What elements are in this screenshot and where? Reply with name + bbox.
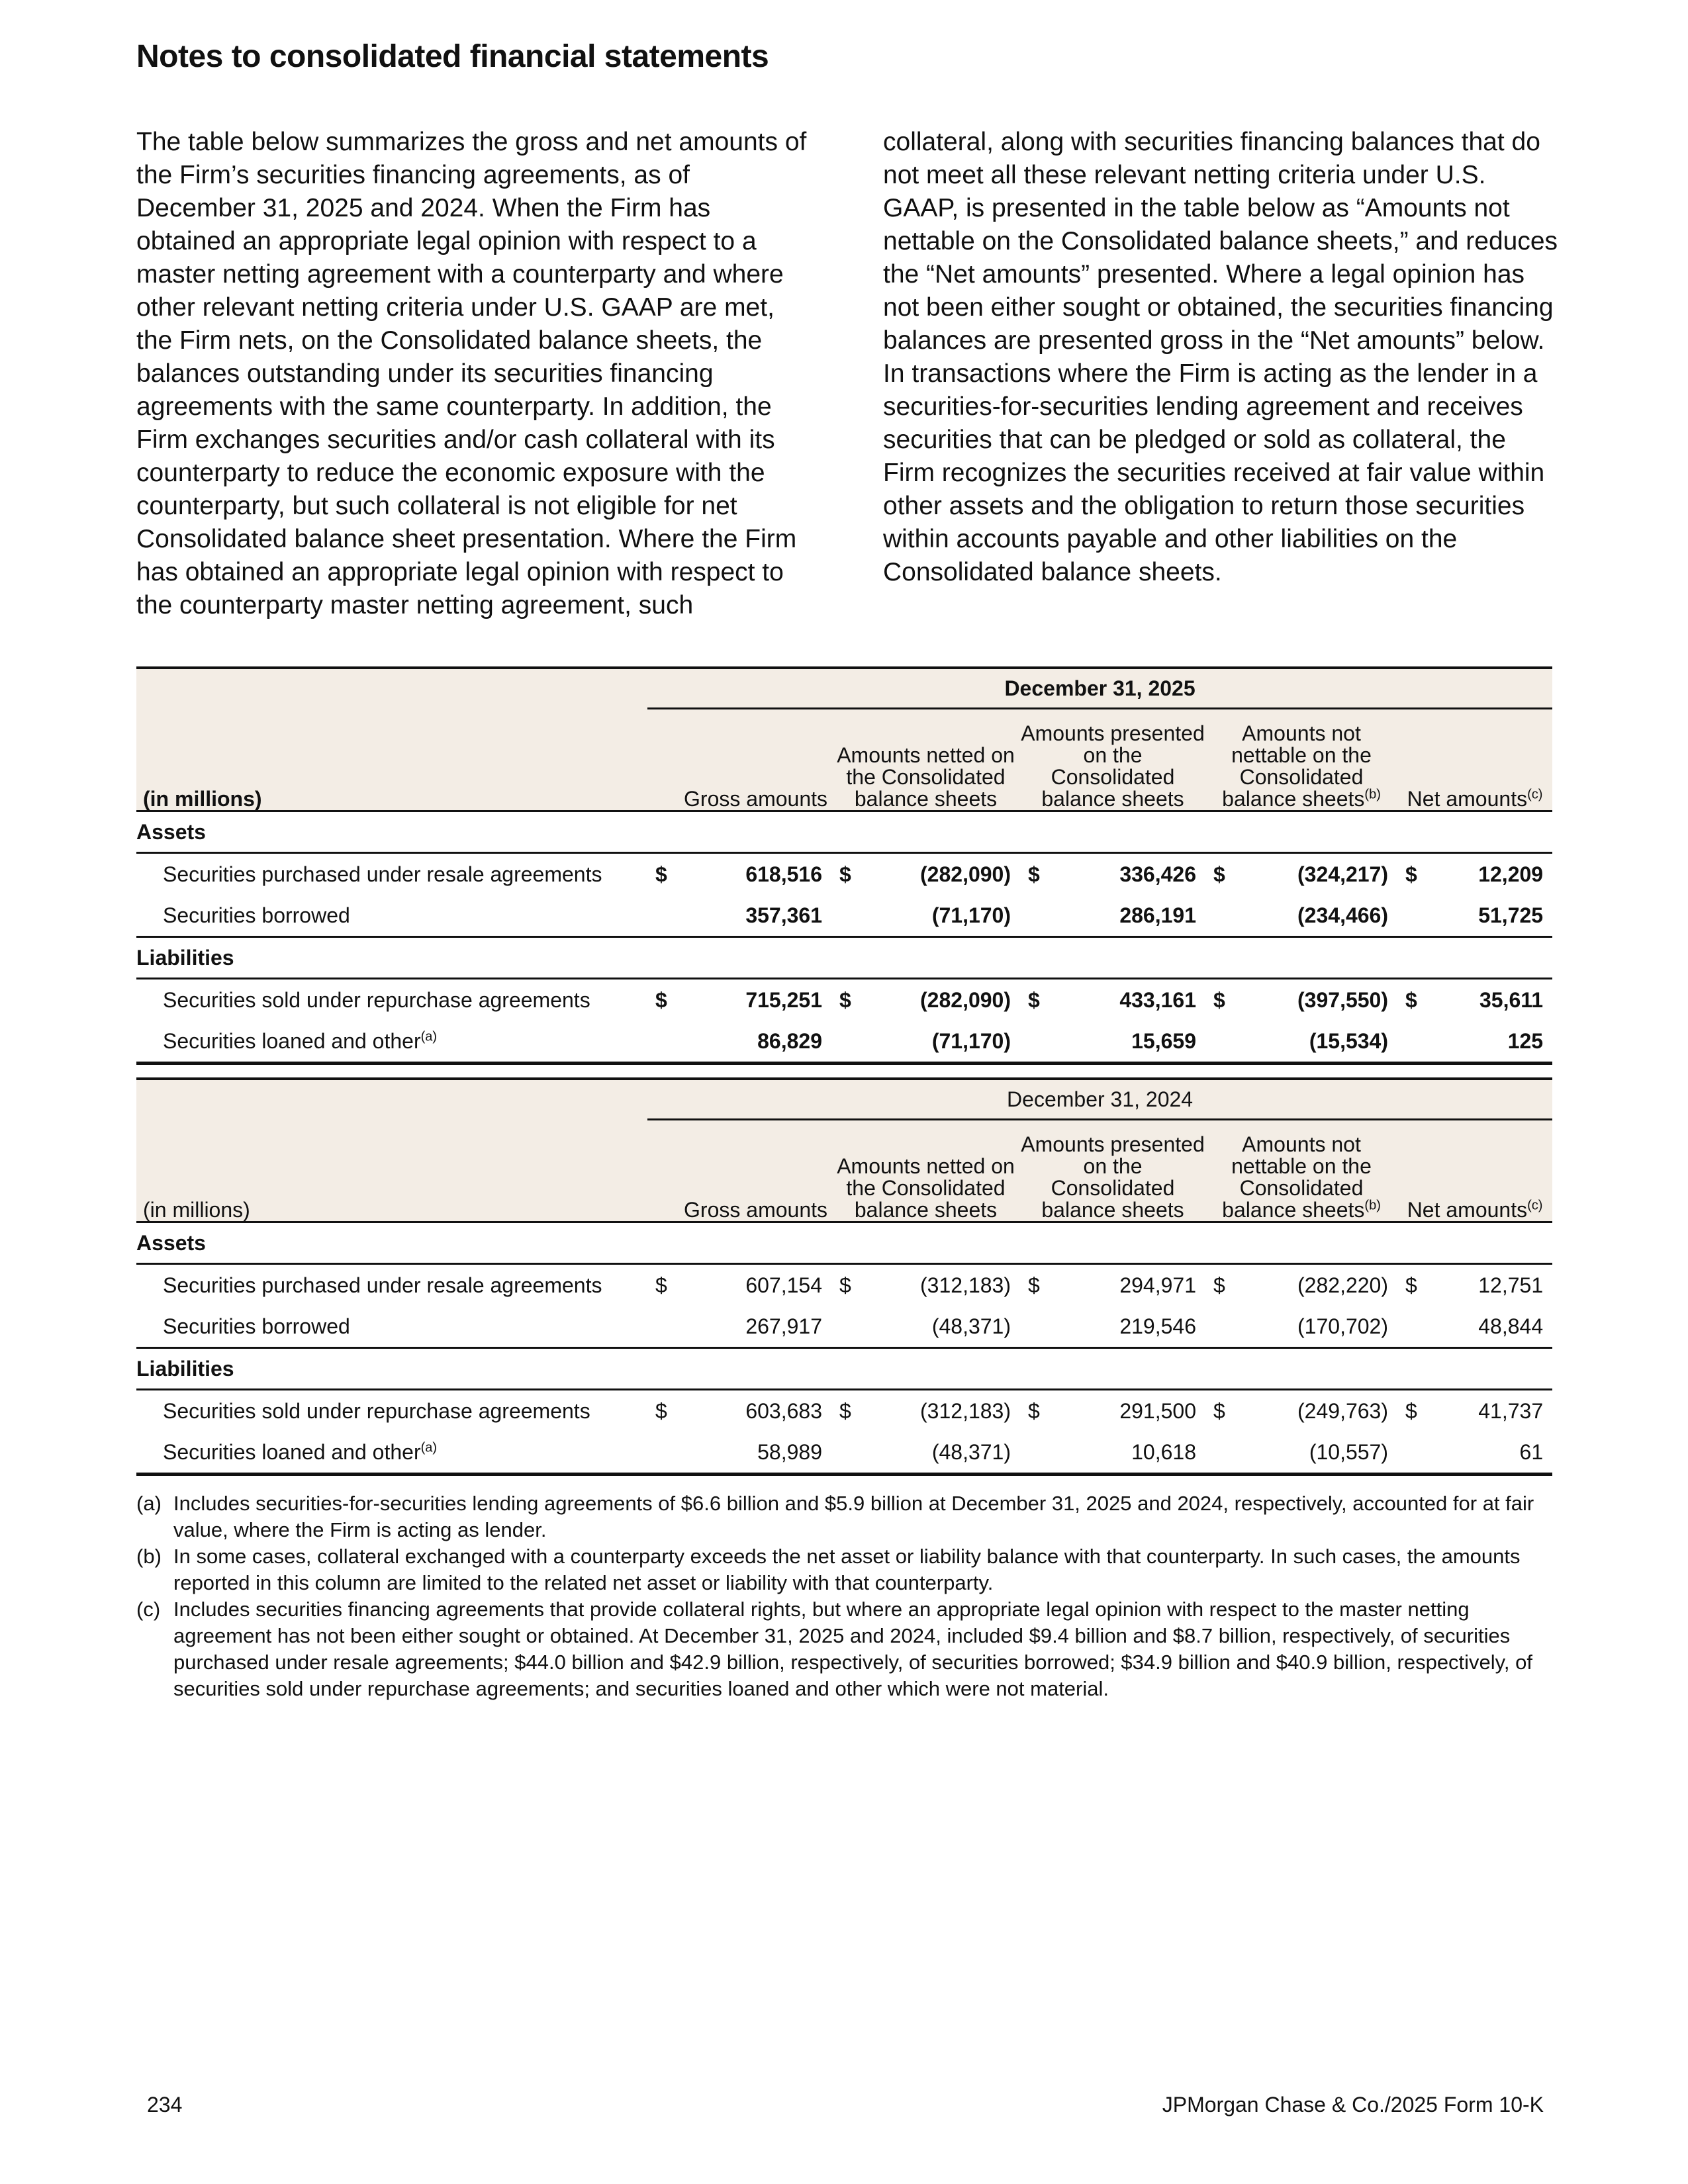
amounts-presented-header: Amounts presented on the Consolidated balance sheets [1020, 709, 1205, 811]
row-label: Securities loaned and other$^{(a)}$ [136, 1432, 647, 1475]
securities-financing-table-2025 [136, 666, 1552, 1065]
units-header: (in millions) [136, 709, 647, 811]
table-row: Securities borrowed 357,361 (71,170) 286,191 (234,466) 51,725 [136, 895, 1552, 937]
row-label: Securities purchased under resale agreements [163, 862, 602, 886]
table-date-header: December 31, 2025 [647, 668, 1552, 709]
amounts-netted-header: Amounts netted on the Consolidated balance sheets [831, 709, 1020, 811]
page-number: 234 [147, 2093, 183, 2116]
table-row: Securities sold under repurchase agreements $ 715,251 $ (282,090) $ 433,161 $ (397,550) $ 35,611 [136, 979, 1552, 1021]
table-date-header: December 31, 2024 [647, 1079, 1552, 1120]
section-assets: Assets [136, 811, 1552, 853]
footnote-b: (b) In some cases, collateral exchanged with a counterparty exceeds the net asset or liability balance with that counterparty. In such cases, the amounts reported in this column are limited to the related net asset or liability with that counterparty. [136, 1545, 1521, 1594]
securities-financing-table-2024 [136, 1077, 1552, 1476]
section-liabilities: Liabilities [136, 1348, 1552, 1390]
row-label: Securities borrowed [136, 895, 647, 937]
row-label: Securities sold under repurchase agreements [163, 1398, 590, 1423]
row-label: Securities borrowed [136, 1306, 647, 1348]
section-liabilities: Liabilities [136, 937, 1552, 979]
amounts-presented-header: Amounts presented on the Consolidated balance sheets [1020, 1120, 1205, 1222]
units-header: (in millions) [136, 1120, 647, 1222]
table-row: Securities loaned and other$^{(a)}$ 86,829 (71,170) 15,659 (15,534) 125 [136, 1021, 1552, 1064]
footnotes [136, 1490, 1553, 1702]
footnote-c: (c) Includes securities financing agreements that provide collateral rights, but where an appropriate legal opinion with respect to the master netting agreement has not been either sought or obtained. At December 31, 2025 and 2024, included $9.4 billion and $8.7 billion, respectively, of securities purchased under resale agreements; $44.0 billion and $42.9 billion, respectively, of securities borrowed; $34.9 billion and $40.9 billion, respectively, of securities sold under repurchase agreements; and securities loaned and other which were not material. [136, 1598, 1532, 1700]
table-row: Securities borrowed 267,917 (48,371) 219,546 (170,702) 48,844 [136, 1306, 1552, 1348]
row-label: Securities purchased under resale agreements [163, 1273, 602, 1297]
body-text-left: The table below summarizes the gross and net amounts of the Firm’s securities financing agreements, as of December 31, 2025 and 2024. When the Firm has obtained an appropriate legal opinion with respect to a master netting agreement with a counterparty and where other relevant netting criteria under U.S. GAAP are met, the Firm nets, on the Consolidated balance sheets, the balances outstanding under its securities financing agreements with the same counterparty. In addition, the Firm exchanges securities and/or cash collateral with its counterparty to reduce the economic exposure with the counterparty, but such collateral is not eligible for net Consolidated balance sheet presentation. Where the Firm has obtained an appropriate legal opinion with respect to the counterparty master netting agreement, such [136, 128, 807, 619]
table-row: Securities loaned and other$^{(a)}$ 58,989 (48,371) 10,618 (10,557) 61 [136, 1432, 1552, 1475]
body-text-right: collateral, along with securities financing balances that do not meet all these relevant netting criteria under U.S. GAAP, is presented in the table below as “Amounts not nettable on the Consolidated balance sheets,” and reduces the “Net amounts” presented. Where a legal opinion has not been either sought or obtained, the securities financing balances are presented gross in the “Net amounts” below. In transactions where the Firm is acting as the lender in a securities-for-securities lending agreement and receives securities that can be pledged or sold as collateral, the Firm recognizes the securities received at fair value within other assets and the obligation to return those securities within accounts payable and other liabilities on the Consolidated balance sheets. [883, 128, 1558, 586]
table-row: Securities purchased under resale agreements $ 607,154 $ (312,183) $ 294,971 $ (282,220) $ 12,751 [136, 1264, 1552, 1306]
amounts-netted-header: Amounts netted on the Consolidated balance sheets [831, 1120, 1020, 1222]
table-row: Securities purchased under resale agreements $ 618,516 $ (282,090) $ 336,426 $ (324,217) $ 12,209 [136, 853, 1552, 895]
page-title: Notes to consolidated financial statements [136, 39, 769, 74]
net-amounts-header: Net amounts$^{(c)}$ [1397, 1120, 1552, 1222]
section-assets: Assets [136, 1222, 1552, 1264]
row-label: Securities loaned and other$^{(a)}$ [136, 1021, 647, 1064]
gross-amounts-header: Gross amounts [647, 1120, 831, 1222]
row-label: Securities sold under repurchase agreements [163, 987, 590, 1012]
gross-amounts-header: Gross amounts [647, 709, 831, 811]
amounts-not-nettable-header: Amounts not nettable on the Consolidated balance sheets$^{(b)}$ [1205, 1120, 1397, 1222]
amounts-not-nettable-header: Amounts not nettable on the Consolidated balance sheets$^{(b)}$ [1205, 709, 1397, 811]
document-footer: JPMorgan Chase & Co./2025 Form 10-K [1162, 2093, 1544, 2116]
table-row: Securities sold under repurchase agreements $ 603,683 $ (312,183) $ 291,500 $ (249,763) $ 41,737 [136, 1390, 1552, 1432]
footnote-a: (a) Includes securities-for-securities lending agreements of $6.6 billion and $5.9 billion at December 31, 2025 and 2024, respectively, accounted for at fair value, where the Firm is acting as lender. [136, 1492, 1534, 1541]
net-amounts-header: Net amounts$^{(c)}$ [1397, 709, 1552, 811]
